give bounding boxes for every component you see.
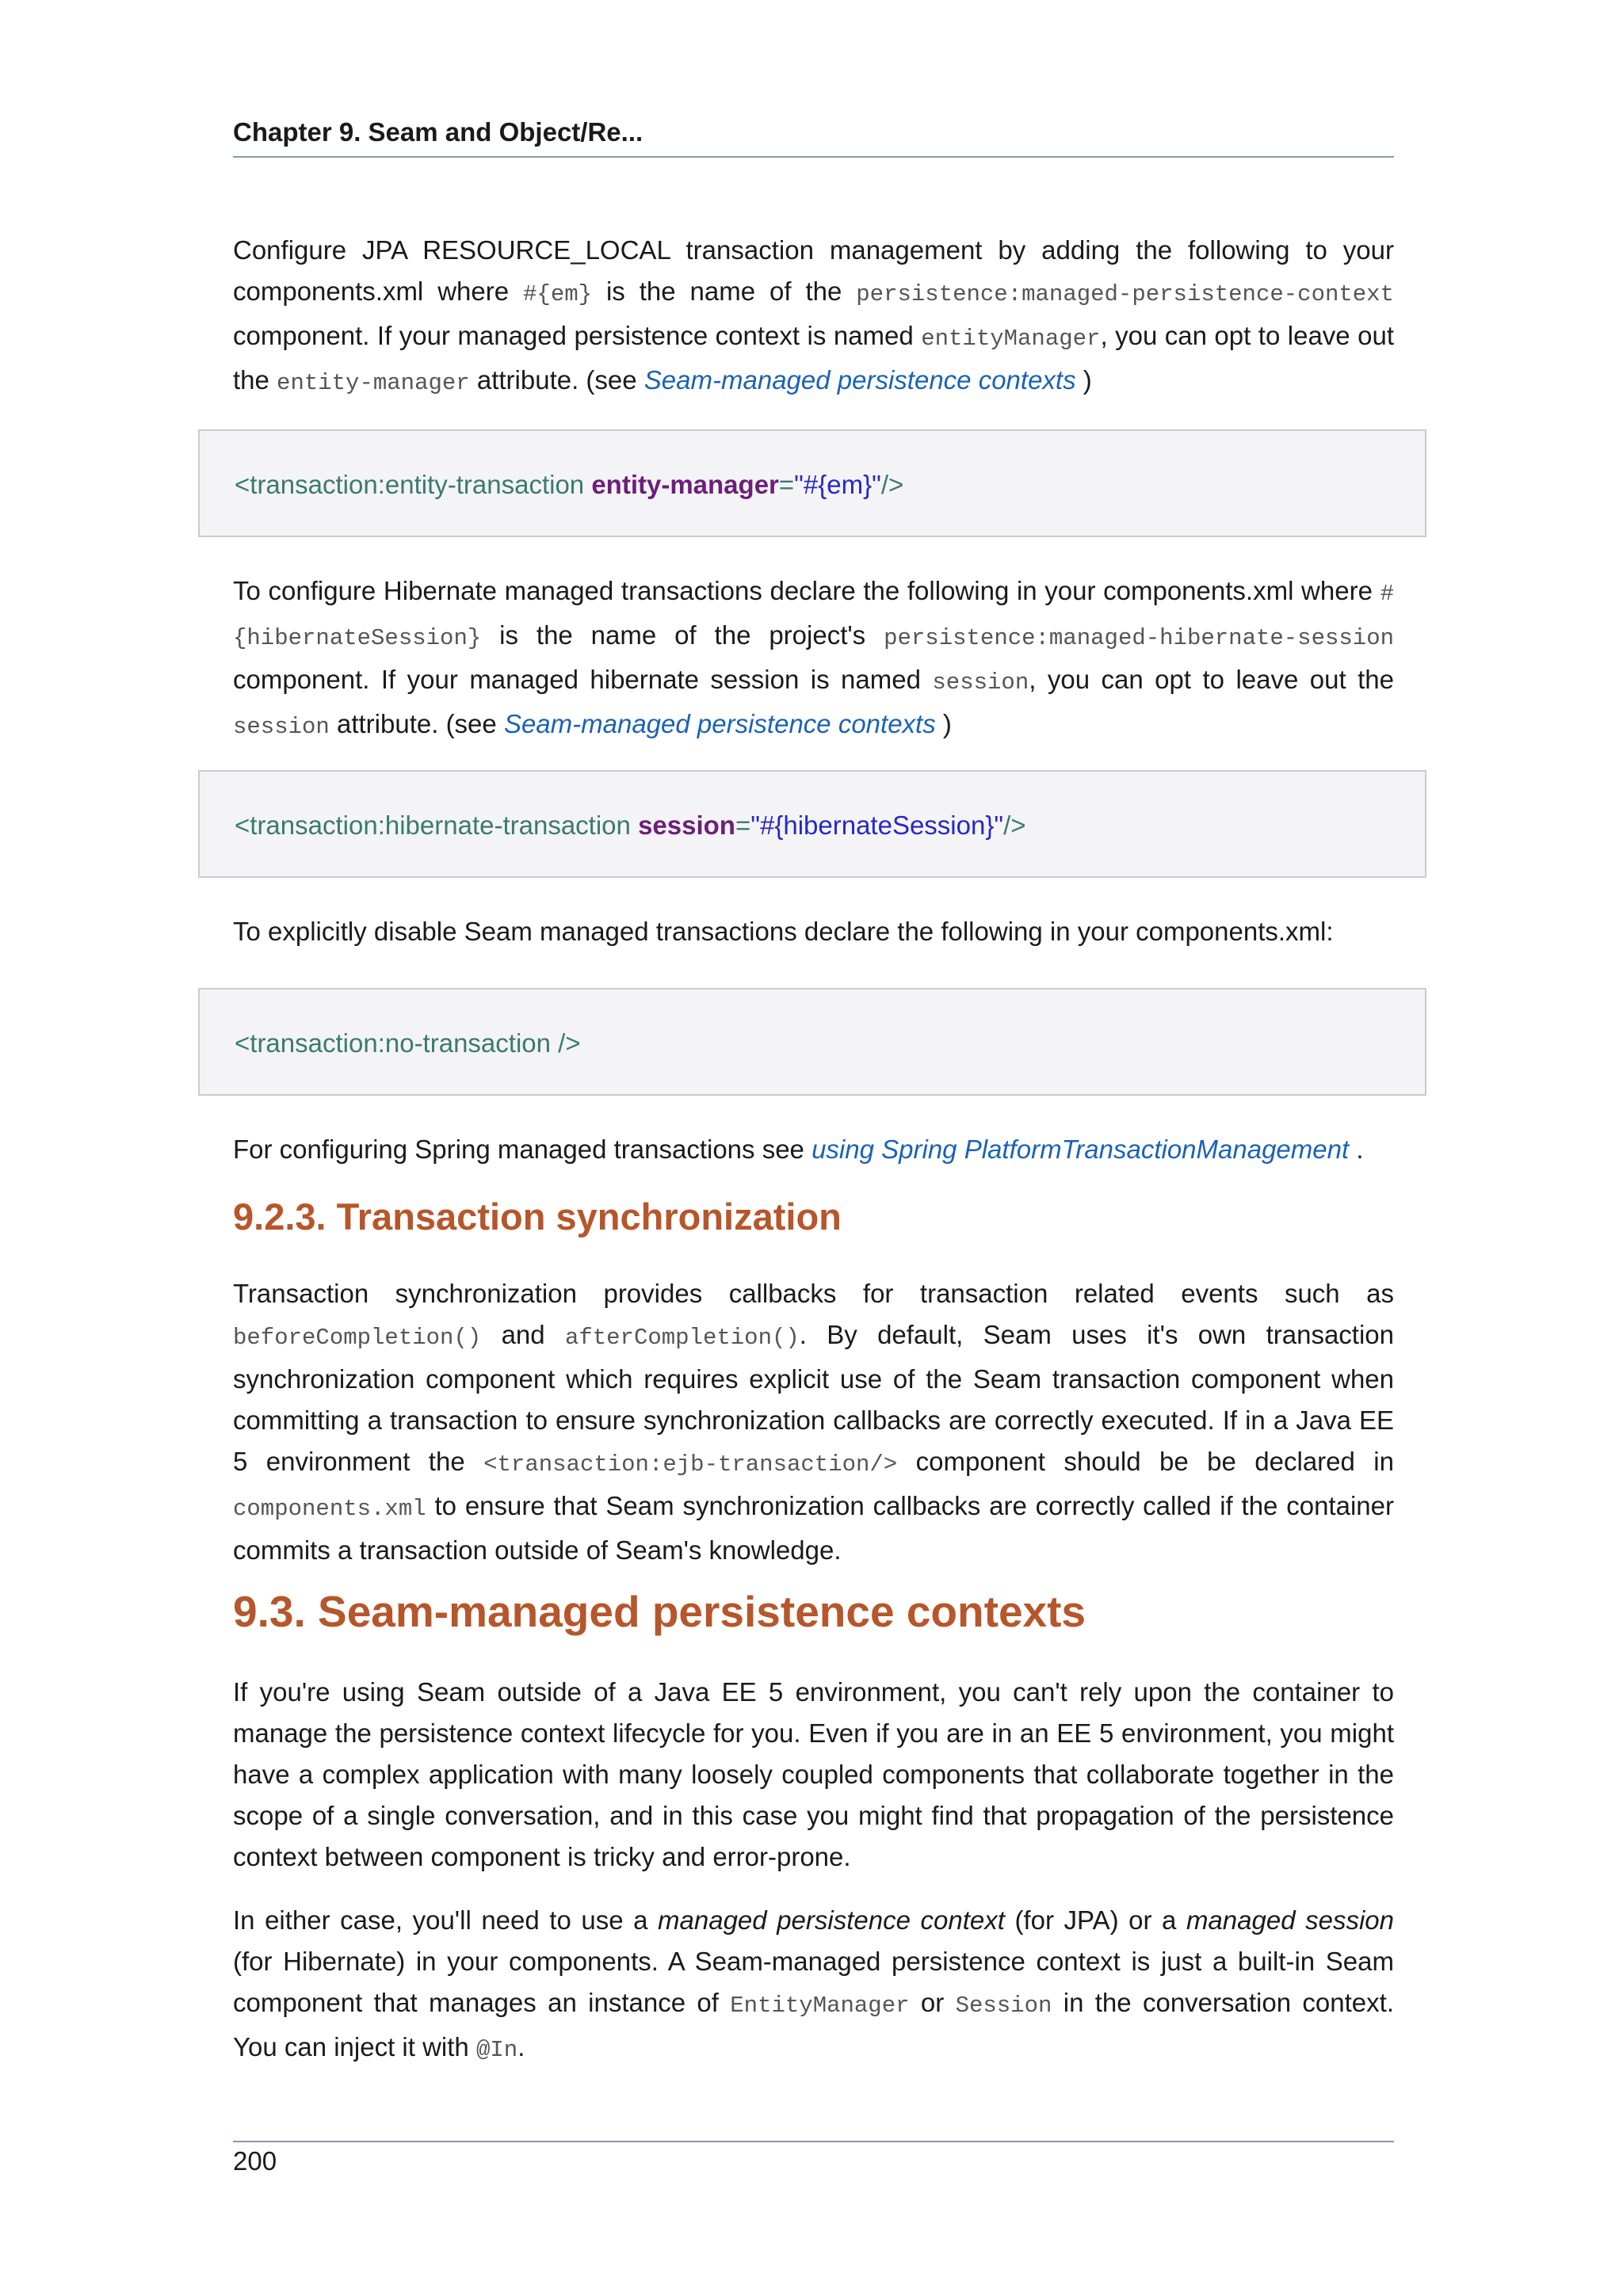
inline-code: <transaction:ejb-transaction/>	[483, 1451, 898, 1478]
paragraph-transaction-synchronization: Transaction synchronization provides callbacks for transaction related events such as beforeCompletion() and afterCompletion(). By default, Seam uses it's own transaction synchronization component which requires explicit use of the Seam transaction component when committing a transaction to ensure synchronization callbacks are correctly executed. If in a Java EE 5 environment the <transaction:ejb-transaction/> component should be be declared in components.xml to ensure that Seam synchronization callbacks are correctly called if the container commits a transaction outside of Seam's knowledge.	[233, 1279, 1395, 1565]
inline-code: Session	[955, 1993, 1052, 2019]
inline-code: entity-manager	[277, 370, 470, 396]
inline-code: beforeCompletion()	[233, 1325, 482, 1351]
section-heading-9-3: 9.3. Seam-managed persistence contexts	[233, 1587, 1086, 1636]
inline-code: components.xml	[233, 1496, 426, 1522]
header-divider	[233, 156, 1394, 158]
inline-code: afterCompletion()	[564, 1325, 800, 1351]
inline-code: session	[233, 714, 330, 740]
section-heading-9-2-3: 9.2.3. Transaction synchronization	[233, 1196, 842, 1238]
inline-code: #{em}	[523, 281, 593, 307]
page-number: 200	[233, 2146, 277, 2176]
code-block-hibernate-transaction: <transaction:hibernate-transaction session="#{hibernateSession}"/>	[198, 770, 1426, 878]
link-seam-managed-persistence-contexts[interactable]: Seam-managed persistence contexts	[503, 709, 936, 738]
inline-code: EntityManager	[730, 1993, 910, 2019]
inline-code: #{hibernateSession}	[233, 581, 1394, 651]
running-header: Chapter 9. Seam and Object/Re...	[233, 117, 643, 147]
code-block-no-transaction: <transaction:no-transaction />	[198, 988, 1426, 1096]
link-seam-managed-persistence-contexts[interactable]: Seam-managed persistence contexts	[643, 365, 1076, 395]
link-spring-platform-transaction-management[interactable]: using Spring PlatformTransactionManagement	[812, 1135, 1350, 1164]
inline-code: session	[932, 669, 1029, 696]
paragraph-disable-transactions: To explicitly disable Seam managed transactions declare the following in your components.xml:	[233, 917, 1334, 946]
paragraph-seam-outside-javaee: If you're using Seam outside of a Java EE 5 environment, you can't rely upon the container to manage the persistence context lifecycle for you. Even if you are in an EE 5 environment, you might have a complex application with many loosely coupled components that collaborate together in the scope of a single conversation, and in this case you might find that propagation of the persistence context between component is tricky and error-prone.	[233, 1677, 1394, 1871]
paragraph-jpa-resource-local: Configure JPA RESOURCE_LOCAL transaction management by adding the following to your components.xml where #{em} is the name of the persistence:managed-persistence-context component. If your managed persistence context is named entityManager, you can opt to leave out the entity-manager attribute. (see Seam-managed persistence contexts )	[233, 235, 1394, 396]
paragraph-spring-transactions: For configuring Spring managed transactions see using Spring PlatformTransactionManagement .	[233, 1135, 1364, 1164]
paragraph-hibernate-transactions: To configure Hibernate managed transactions declare the following in your components.xml where #{hibernateSession} is the name of the project's persistence:managed-hibernate-session component. If your managed hibernate session is named session, you can opt to leave out the session attribute. (see Seam-managed persistence contexts )	[233, 576, 1394, 740]
inline-code: entityManager	[921, 326, 1101, 352]
paragraph-managed-persistence-context: In either case, you'll need to use a managed persistence context (for JPA) or a managed session (for Hibernate) in your components. A Seam-managed persistence context is just a built-in Seam component that manages an instance of EntityManager or Session in the conversation context. You can inject it with @In.	[233, 1905, 1394, 2063]
inline-code: persistence:managed-persistence-context	[856, 281, 1394, 307]
footer-divider	[233, 2141, 1394, 2142]
inline-code: @In	[475, 2037, 518, 2063]
code-block-entity-transaction: <transaction:entity-transaction entity-manager="#{em}"/>	[198, 429, 1426, 537]
inline-code: persistence:managed-hibernate-session	[884, 625, 1394, 651]
